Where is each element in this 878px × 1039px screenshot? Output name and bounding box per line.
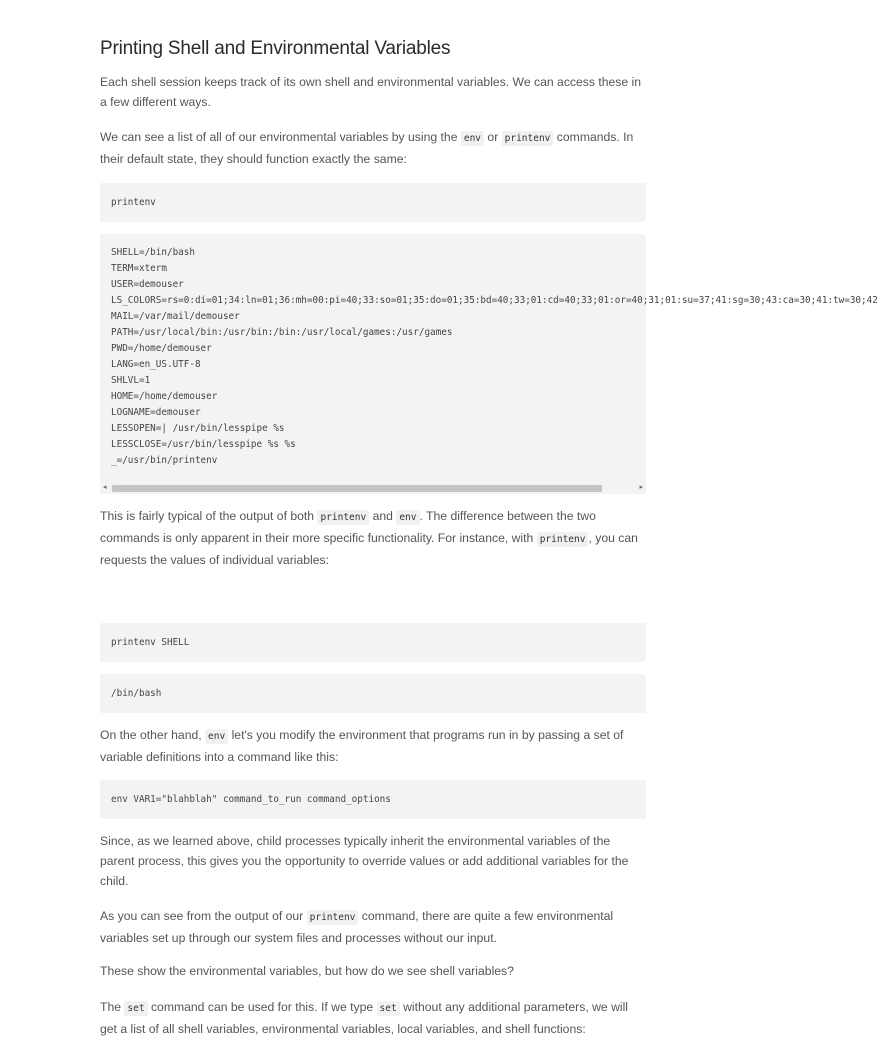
text: The	[100, 1000, 125, 1014]
code-line: env VAR1="blahblah" command_to_run command_options	[111, 794, 391, 805]
code-block-printenv[interactable]	[100, 183, 646, 222]
inline-code-env: env	[205, 729, 228, 744]
scroll-left-icon[interactable]: ◂	[103, 484, 107, 491]
code-block-printenv-output[interactable]	[100, 234, 878, 482]
code-output-line: HOME=/home/demouser	[111, 391, 218, 402]
code-line: /bin/bash	[111, 688, 162, 699]
difference-paragraph	[100, 506, 648, 570]
code-output-line: USER=demouser	[111, 279, 184, 290]
code-output-line: TERM=xterm	[111, 263, 167, 274]
code-output-line: MAIL=/var/mail/demouser	[111, 311, 240, 322]
inline-code-printenv: printenv	[537, 532, 589, 547]
text: On the other hand,	[100, 728, 206, 742]
output-paragraph	[100, 906, 648, 948]
text: This is fairly typical of the output of both	[100, 509, 318, 523]
inline-code-printenv: printenv	[502, 131, 554, 146]
code-output-line: LESSOPEN=| /usr/bin/lesspipe %s	[111, 423, 285, 434]
code-output-line: PWD=/home/demouser	[111, 343, 212, 354]
inline-code-set: set	[124, 1001, 147, 1016]
code-line: printenv SHELL	[111, 637, 190, 648]
text: , you can requests the values of individual variables:	[100, 531, 638, 567]
scroll-right-icon[interactable]: ▸	[639, 484, 643, 491]
inline-code-set: set	[377, 1001, 400, 1016]
text: without any additional parameters, we will get a list of all shell variables, environmental variables, local variables, and shell functions:	[100, 1000, 628, 1036]
text: and	[369, 509, 397, 523]
code-output-line: PATH=/usr/local/bin:/usr/bin:/bin:/usr/local/games:/usr/games	[111, 327, 453, 338]
env-modify-paragraph	[100, 725, 648, 767]
code-block-env-command[interactable]	[100, 780, 646, 819]
text: command, there are quite a few environmental variables set up through our system files and processes without our input.	[100, 909, 614, 945]
code-output-line: _=/usr/bin/printenv	[111, 455, 218, 466]
text: As you can see from the output of our	[100, 909, 307, 923]
code-output-line: LOGNAME=demouser	[111, 407, 201, 418]
code-output-line: LS_COLORS=rs=0:di=01;34:ln=01;36:mh=00:pi=40;33:so=01;35:do=01;35:bd=40;33;01:cd=40;33;01:or=40;31;01:su=37;41:sg=30;43:ca=30;41:tw=30;42	[111, 295, 878, 306]
code-block-shell-output[interactable]	[100, 674, 646, 713]
inline-code-printenv: printenv	[307, 910, 359, 925]
code-line: printenv	[111, 197, 156, 208]
text: . The difference between the two commands is only apparent in their more specific functionality. For instance, with	[100, 509, 596, 545]
set-command-paragraph	[100, 997, 648, 1039]
code-output-line: LANG=en_US.UTF-8	[111, 359, 201, 370]
env-list-paragraph	[100, 127, 648, 169]
inline-code-env: env	[461, 131, 484, 146]
scrollbar-thumb[interactable]	[112, 485, 602, 492]
horizontal-scrollbar[interactable]	[100, 482, 646, 494]
inline-code-env: env	[396, 510, 419, 525]
text: commands. In their default state, they should function exactly the same:	[100, 130, 634, 166]
page-title: Printing Shell and Environmental Variables	[100, 38, 451, 59]
code-block-printenv-shell[interactable]	[100, 623, 646, 662]
text: We can see a list of all of our environmental variables by using the	[100, 130, 461, 144]
text: command can be used for this. If we type	[147, 1000, 377, 1014]
inline-code-printenv: printenv	[317, 510, 369, 525]
code-output-line: SHLVL=1	[111, 375, 151, 386]
code-output-line: LESSCLOSE=/usr/bin/lesspipe %s %s	[111, 439, 296, 450]
child-process-paragraph: Since, as we learned above, child processes typically inherit the environmental variables of the parent process, this gives you the opportunity to override values or add additional variables for the child.	[100, 834, 629, 888]
code-output-line: SHELL=/bin/bash	[111, 247, 195, 258]
text: or	[484, 130, 502, 144]
text: let's you modify the environment that programs run in by passing a set of variable definitions into a command like this:	[100, 728, 624, 764]
intro-paragraph: Each shell session keeps track of its own shell and environmental variables. We can access these in a few different ways.	[100, 75, 642, 109]
shell-variables-question: These show the environmental variables, but how do we see shell variables?	[100, 964, 514, 978]
